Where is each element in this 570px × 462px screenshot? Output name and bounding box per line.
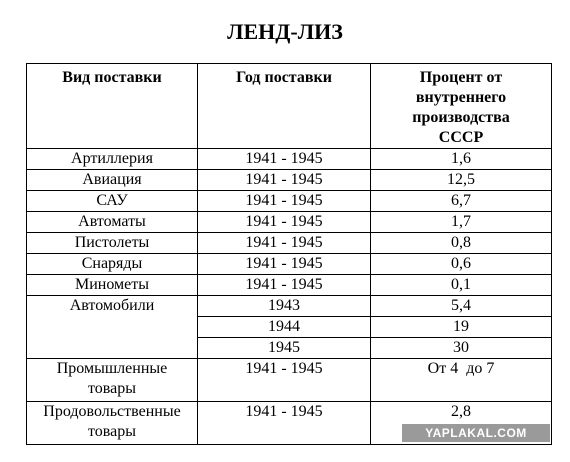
cell-type: Промышленные товары bbox=[27, 359, 198, 402]
cell-type: Авиация bbox=[27, 170, 198, 191]
header-year: Год поставки bbox=[198, 64, 371, 149]
cell-percent: 0,6 bbox=[371, 254, 552, 275]
table-row bbox=[27, 359, 552, 402]
cell-type: САУ bbox=[27, 191, 198, 212]
table-row bbox=[27, 212, 552, 233]
cell-year: 1941 - 1945 bbox=[198, 149, 371, 170]
table-row bbox=[27, 254, 552, 275]
cell-year: 1941 - 1945 bbox=[198, 254, 371, 275]
cell-percent: 19 bbox=[371, 317, 552, 338]
header-type: Вид поставки bbox=[27, 64, 198, 149]
table-row bbox=[27, 191, 552, 212]
table-row bbox=[27, 275, 552, 296]
cell-year: 1941 - 1945 bbox=[198, 191, 371, 212]
cell-percent: 1,6 bbox=[371, 149, 552, 170]
cell-year: 1941 - 1945 bbox=[198, 275, 371, 296]
cell-year: 1945 bbox=[198, 338, 371, 359]
cell-percent: От 4 до 7 bbox=[371, 359, 552, 402]
cell-percent: 6,7 bbox=[371, 191, 552, 212]
table-row bbox=[27, 296, 552, 317]
cell-percent: 0,1 bbox=[371, 275, 552, 296]
cell-year: 1944 bbox=[198, 317, 371, 338]
watermark-logo: YAPLAKAL.COM bbox=[402, 424, 550, 442]
cell-year: 1941 - 1945 bbox=[198, 233, 371, 254]
cell-year: 1941 - 1945 bbox=[198, 402, 371, 445]
cell-type: Автомобили bbox=[27, 296, 198, 359]
page-title: ЛЕНД-ЛИЗ bbox=[227, 19, 343, 44]
cell-type: Пистолеты bbox=[27, 233, 198, 254]
cell-percent: 5,4 bbox=[371, 296, 552, 317]
cell-type: Автоматы bbox=[27, 212, 198, 233]
table-row bbox=[27, 233, 552, 254]
lend-lease-table bbox=[26, 63, 552, 445]
header-percent: Процент от внутреннего производства СССР bbox=[371, 64, 552, 149]
cell-percent: 30 bbox=[371, 338, 552, 359]
cell-type: Минометы bbox=[27, 275, 198, 296]
cell-type: Артиллерия bbox=[27, 149, 198, 170]
table-row bbox=[27, 170, 552, 191]
cell-type: Продовольственные товары bbox=[27, 402, 198, 445]
cell-percent: 2,8 bbox=[371, 402, 552, 445]
cell-percent: 0,8 bbox=[371, 233, 552, 254]
cell-percent: 12,5 bbox=[371, 170, 552, 191]
cell-year: 1941 - 1945 bbox=[198, 212, 371, 233]
cell-year: 1941 - 1945 bbox=[198, 170, 371, 191]
cell-percent: 1,7 bbox=[371, 212, 552, 233]
header-row bbox=[27, 64, 552, 149]
cell-year: 1943 bbox=[198, 296, 371, 317]
cell-type: Снаряды bbox=[27, 254, 198, 275]
table-row bbox=[27, 149, 552, 170]
cell-year: 1941 - 1945 bbox=[198, 359, 371, 402]
